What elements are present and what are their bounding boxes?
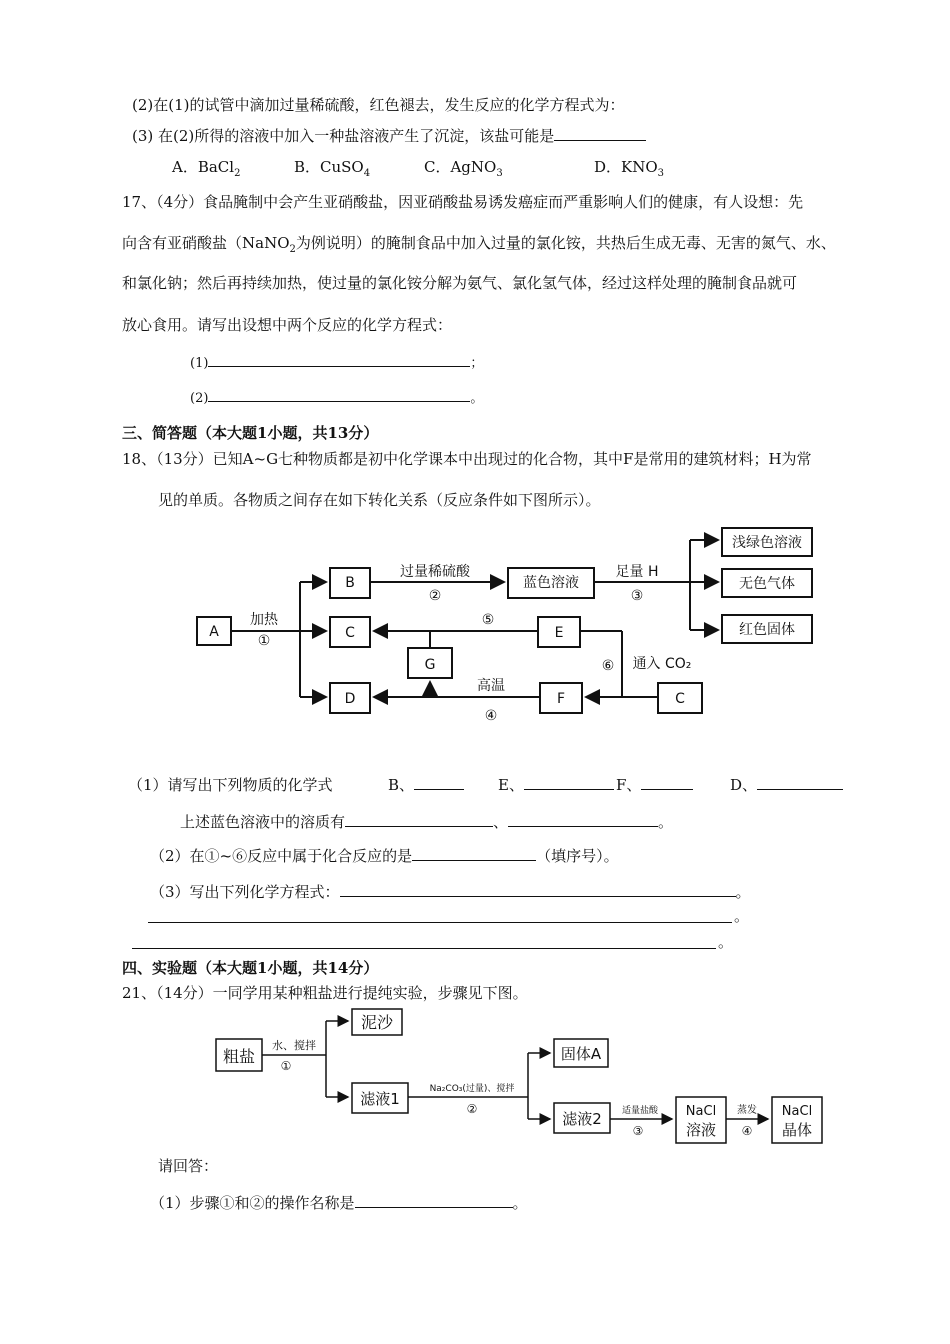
label-g: G — [424, 657, 436, 673]
step-1: ① — [257, 633, 271, 649]
label-red-solid: 红色固体 — [739, 622, 795, 638]
label-f: F — [556, 691, 566, 707]
blank-b[interactable] — [414, 775, 464, 790]
blank-solute-2[interactable] — [508, 812, 658, 827]
label-heat: 加热 — [250, 612, 278, 628]
q17-answer2-blank[interactable] — [208, 387, 470, 402]
blank-operation[interactable] — [355, 1193, 513, 1208]
label-nacl-crystal-2: 晶体 — [781, 1121, 813, 1139]
q18-sub3: （3）写出下列化学方程式： 。 — [150, 883, 751, 901]
blank-equation-2[interactable] — [148, 922, 732, 923]
q18-sub1: （1）请写出下列物质的化学式 — [128, 776, 333, 794]
q18-blank-e: E、 — [498, 775, 614, 795]
q21-line1: 21、（14分）一同学用某种粗盐进行提纯实验，步骤见下图。 — [122, 984, 528, 1002]
q16-option-d: D．$KNO_3$ — [594, 158, 665, 179]
step-2: ② — [428, 588, 442, 604]
blank-combination[interactable] — [412, 846, 536, 861]
label-hcl: 适量盐酸 — [621, 1106, 659, 1116]
purification-diagram — [210, 1005, 830, 1155]
q17-line4: 放心食用。请写出设想中两个反应的化学方程式： — [122, 316, 453, 334]
q17-answer2: (2) 。 — [190, 387, 483, 409]
blank-equation-1[interactable] — [340, 882, 736, 897]
blank-d[interactable] — [757, 775, 843, 790]
q18-blank-d: D、 — [730, 775, 843, 795]
q16-option-b: B．CuSO$_4$ — [294, 158, 371, 179]
step-5: ⑤ — [481, 612, 495, 628]
label-colorless-gas: 无色气体 — [739, 576, 795, 592]
q18-sub1b: 上述蓝色溶液中的溶质有 、 。 — [180, 813, 674, 831]
label-c-right: C — [675, 691, 685, 707]
label-evaporate: 蒸发 — [737, 1105, 757, 1116]
label-solid-a: 固体A — [560, 1045, 602, 1063]
label-c: C — [345, 625, 355, 641]
label-high-temp: 高温 — [477, 678, 505, 694]
label-filtrate-1: 滤液1 — [360, 1090, 400, 1108]
label-nacl-solution-1: NaCl — [685, 1104, 717, 1119]
step2-4: ④ — [741, 1124, 753, 1138]
q17-line3: 和氯化钠；然后再持续加热，使过量的氯化铵分解为氨气、氯化氢气体，经过这样处理的腌制食品就可 — [122, 274, 798, 292]
q17-line1: 17、（4分）食品腌制中会产生亚硝酸盐，因亚硝酸盐易诱发癌症而严重影响人们的健康，有人设想：先 — [122, 193, 804, 211]
label-a: A — [209, 624, 219, 640]
eq3-period: 。 — [718, 933, 734, 951]
label-d: D — [344, 691, 356, 707]
q16-option-c: C．AgNO$_3$ — [424, 158, 503, 179]
blank-equation-3[interactable] — [132, 948, 716, 949]
section4-title: 四、实验题（本大题1小题，共14分） — [122, 959, 379, 977]
label-blue-solution: 蓝色溶液 — [523, 575, 579, 591]
step-3: ③ — [630, 588, 644, 604]
q21-ask: 请回答： — [158, 1157, 219, 1175]
q17-answer1-blank[interactable] — [208, 352, 470, 367]
step2-2: ② — [466, 1102, 478, 1116]
step2-1: ① — [280, 1059, 292, 1073]
q18-line2: 见的单质。各物质之间存在如下转化关系（反应条件如下图所示）。 — [158, 491, 601, 509]
q18-blank-b: B、 — [388, 775, 464, 795]
blank-solute-1[interactable] — [345, 812, 493, 827]
label-b: B — [345, 575, 355, 591]
label-nacl-crystal-1: NaCl — [781, 1104, 813, 1119]
q18-sub2: （2）在①~⑥反应中属于化合反应的是 （填序号）。 — [150, 847, 619, 865]
label-na2co3: Na₂CO₃(过量)、搅拌 — [429, 1084, 515, 1094]
q17-answer1: (1) ； — [190, 352, 483, 374]
q16-part3: (3) 在(2)所得的溶液中加入一种盐溶液产生了沉淀，该盐可能是 — [132, 126, 646, 146]
label-dilute-acid: 过量稀硫酸 — [400, 564, 470, 580]
step-6: ⑥ — [601, 658, 615, 674]
blank-e[interactable] — [524, 775, 614, 790]
q16-answer-blank[interactable] — [554, 126, 646, 141]
reaction-diagram — [180, 520, 820, 730]
blank-f[interactable] — [641, 775, 693, 790]
q16-option-a: A．BaCl$_2$ — [172, 158, 241, 179]
label-e: E — [554, 625, 564, 641]
q17-line2: 向含有亚硝酸盐（NaNO$_2$为例说明）的腌制食品中加入过量的氯化铵，共热后生成无毒、无害的氮气、水、 — [122, 234, 836, 255]
step-4: ④ — [484, 708, 498, 724]
label-pale-green: 浅绿色溶液 — [732, 535, 802, 551]
q18-line1: 18、（13分）已知A~G七种物质都是初中化学课本中出现过的化合物，其中F是常用的建筑材料；H为常 — [122, 450, 812, 468]
step2-3: ③ — [632, 1124, 644, 1138]
eq2-period: 。 — [734, 907, 750, 925]
label-enough-h: 足量 H — [615, 564, 659, 580]
q18-blank-f: F、 — [616, 775, 693, 795]
label-water-stir: 水、搅拌 — [272, 1039, 316, 1052]
label-sand: 泥沙 — [360, 1013, 394, 1032]
section3-title: 三、简答题（本大题1小题，共13分） — [122, 424, 379, 442]
q16-part2: (2)在(1)的试管中滴加过量稀硫酸，红色褪去，发生反应的化学方程式为： — [132, 96, 625, 114]
label-filtrate-2: 滤液2 — [562, 1110, 602, 1128]
label-co2: 通入 CO₂ — [632, 656, 692, 672]
q21-sub1: （1）步骤①和②的操作名称是 。 — [150, 1194, 528, 1212]
label-nacl-solution-2: 溶液 — [685, 1121, 717, 1139]
label-crude-salt: 粗盐 — [222, 1047, 256, 1066]
